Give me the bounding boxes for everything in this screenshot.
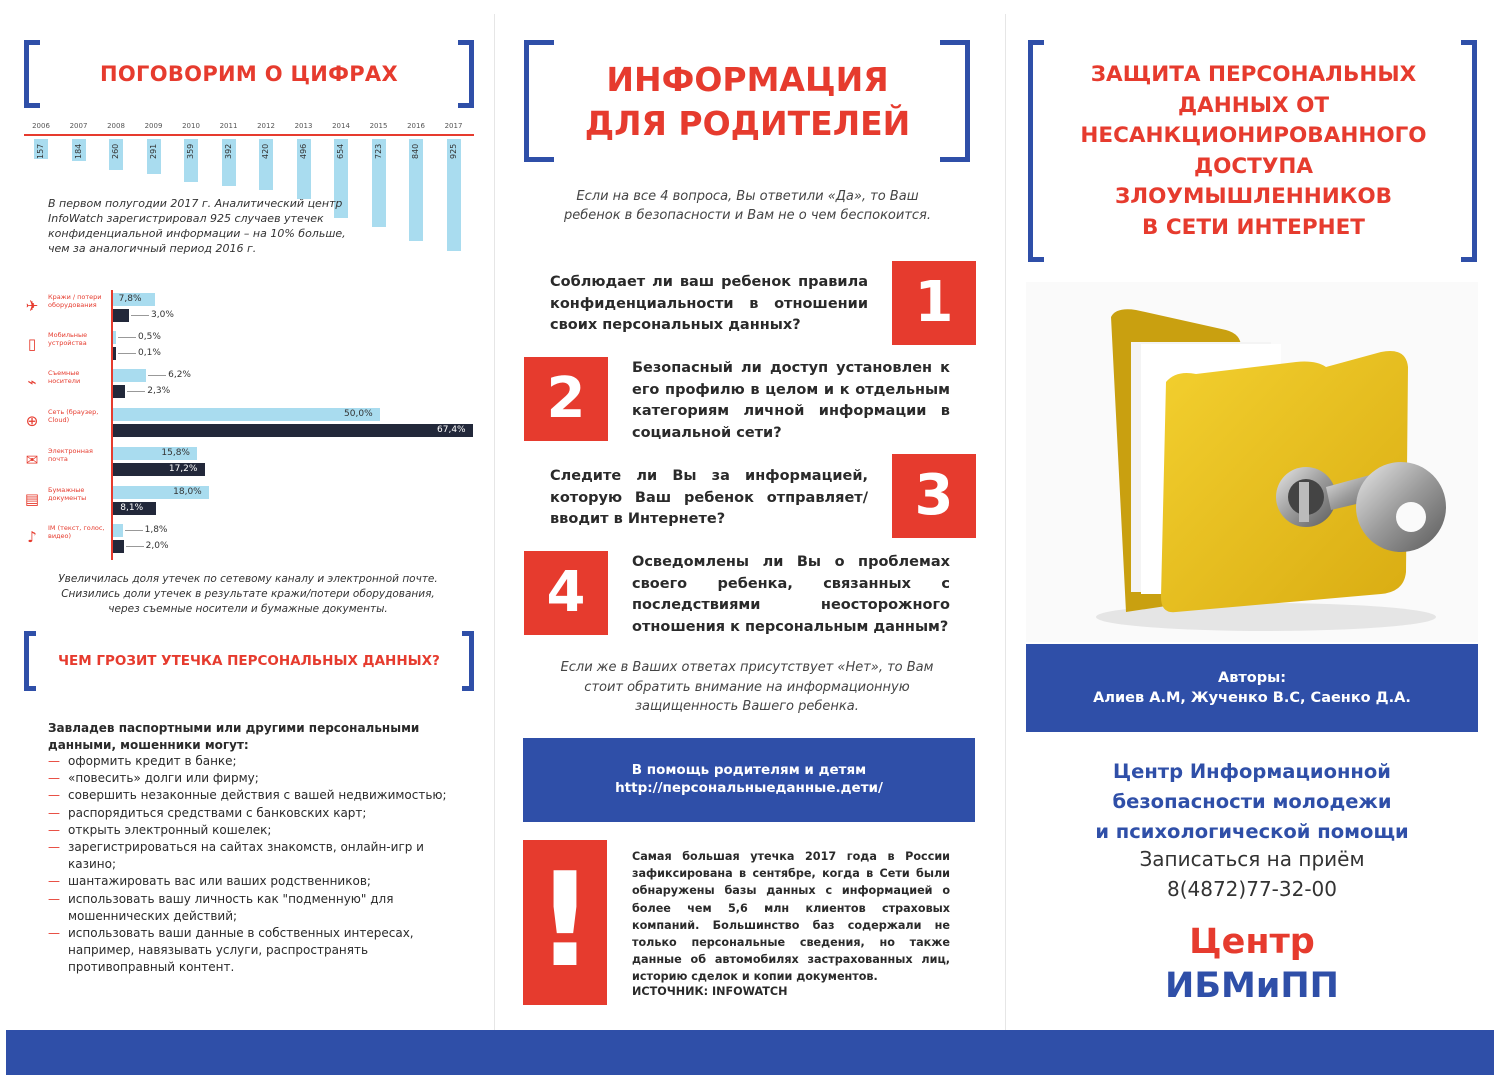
cover-bracket-right: [1461, 40, 1477, 262]
question-1-number: 1: [892, 261, 976, 345]
channel-bar: [113, 369, 146, 382]
channel-bar-value: 2,3%: [147, 386, 171, 396]
channel-bar: [113, 424, 473, 437]
channel-icon: ▤: [24, 490, 40, 508]
alert-source: ИСТОЧНИК: INFOWATCH: [632, 985, 788, 998]
channel-label: Съемные носители: [48, 369, 81, 385]
threat-list-item: — использовать ваши данные в собственных интересах, например, навязывать услуги, распространять противоправный контент.: [48, 925, 448, 977]
year-bar-value: 184: [73, 143, 83, 159]
year-bar-value: 723: [373, 143, 383, 159]
year-bar-value: 291: [148, 143, 158, 159]
phone-number[interactable]: 8(4872)77-32-00: [1166, 877, 1337, 901]
value-leader-line: [131, 315, 149, 316]
question-2-text: Безопасный ли доступ установлен к его профилю в целом и к отдельным категориям личной информации в социальной сети?: [632, 360, 950, 441]
heading-bracket-right: [458, 40, 474, 108]
question-3-number: 3: [892, 454, 976, 538]
threat-list-item: — использовать вашу личность как "подменную" для мошеннических действий;: [48, 891, 448, 925]
year-bar-value: 840: [411, 143, 420, 159]
value-leader-line: [125, 530, 143, 531]
channel-bar-value: 17,2%: [168, 464, 198, 474]
panel-parents-info: [495, 0, 1005, 1075]
question-4-text: Осведомлены ли Вы о проблемах своего ребенка, связанных с последствиями неосторожного отношения к персональным данным?: [632, 554, 950, 635]
cover-bracket-left: [1028, 40, 1044, 262]
cover-title-line: ДАННЫХ ОТ: [1177, 92, 1330, 118]
cover-title: [1046, 60, 1461, 243]
year-tick-label: 2012: [257, 122, 275, 130]
title-bracket-left: [524, 40, 554, 162]
channel-bar-value: 6,2%: [168, 370, 191, 380]
channel-bar-value: 50,0%: [344, 409, 373, 419]
folder-key-illustration: [1026, 282, 1478, 642]
threat-heading: ЧЕМ ГРОЗИТ УТЕЧКА ПЕРСОНАЛЬНЫХ ДАННЫХ?: [58, 653, 440, 669]
year-tick-label: 2017: [444, 122, 463, 130]
value-leader-line: [148, 375, 166, 376]
channel-bar: [113, 347, 116, 360]
bottom-stripe: [6, 1030, 1494, 1075]
authors-banner: [1026, 644, 1478, 732]
threat-list-item: — открыть электронный кошелек;: [48, 822, 448, 839]
year-bar-value: 496: [298, 143, 308, 159]
question-3-text: Следите ли Вы за информацией, которую Ваш ребенок отправляет/вводит в Интернете?: [550, 468, 868, 527]
question-2-number: 2: [524, 357, 608, 441]
year-tick-label: 2008: [107, 122, 125, 130]
help-banner-title: В помощь родителям и детям: [631, 762, 867, 778]
channel-bar-value: 0,1%: [138, 348, 161, 358]
threat-list-item: — распорядиться средствами с банковских карт;: [48, 805, 448, 822]
value-leader-line: [118, 353, 136, 354]
year-tick-label: 2006: [32, 122, 50, 130]
year-bar-value: 157: [36, 143, 45, 159]
cover-title-line: ДОСТУПА: [1193, 153, 1314, 179]
alert-text: Самая большая утечка 2017 года в России зафиксирована в сентябре, когда в Сети были обнаружены базы данных с информацией о более чем 5,6 млн клиентов страховых компаний. Большинство баз содержали не только персональные сведения, но также данные об автомобилях застрахованных лиц, историю сделок и копии документов.: [632, 850, 950, 984]
parents-outro: Если же в Ваших ответах присутствует «Нет», то Вам стоит обратить внимание на информационную защищенность Вашего ребенка.: [560, 660, 934, 714]
channels-caption: Увеличилась доля утечек по сетевому каналу и электронной почте. Снизились доли утечек в результате кражи/потери оборудования, через съемные носители и бумажные документы.: [58, 573, 438, 615]
year-tick-label: 2015: [369, 122, 388, 130]
year-tick-label: 2007: [69, 122, 88, 130]
logo-line2: ИБМиПП: [1165, 966, 1339, 1006]
channel-bar: [113, 408, 380, 421]
year-tick-label: 2016: [407, 122, 425, 130]
center-name: [1026, 757, 1478, 847]
cover-title-line: ЗЛОУМЫШЛЕННИКОВ: [1115, 184, 1392, 209]
cover-title-line: В СЕТИ ИНТЕРНЕТ: [1142, 214, 1365, 240]
channel-bar: [113, 331, 116, 344]
help-banner: [523, 738, 975, 822]
help-banner-link[interactable]: http://персональныеданные.дети/: [615, 780, 883, 796]
channel-bar-value: 15,8%: [161, 448, 190, 458]
year-tick-label: 2009: [144, 122, 163, 130]
channel-bar-value: 3,0%: [151, 310, 174, 320]
channel-icon: ▯: [27, 335, 37, 353]
channel-icon: ⊕: [25, 412, 39, 430]
logo-line1: Центр: [1189, 922, 1315, 962]
center-name-line: и психологической помощи: [1095, 820, 1409, 843]
channel-label: Мобильные устройства: [48, 331, 88, 347]
channel-icon: ♪: [27, 528, 37, 546]
appointment-label: Записаться на приём: [1139, 847, 1365, 871]
year-bar-value: 260: [111, 143, 120, 159]
threat-list-item: — «повесить» долги или фирму;: [48, 770, 448, 787]
channel-bar: [113, 540, 124, 553]
panel-statistics: [0, 0, 494, 1075]
channel-label: Сеть (браузер, Cloud): [48, 408, 99, 424]
channel-bar-value: 0,5%: [138, 332, 161, 342]
year-bar-value: 359: [186, 143, 195, 159]
channel-icon: ✈: [25, 297, 39, 315]
channel-bar-value: 1,8%: [144, 525, 168, 535]
channel-label: Электронная почта: [48, 447, 93, 463]
threat-list: [48, 753, 448, 977]
section-heading-numbers: ПОГОВОРИМ О ЦИФРАХ: [100, 62, 398, 86]
year-bar-value: 420: [261, 143, 270, 159]
threat-intro: Завладев паспортными или другими персональными данными, мошенники могут:: [48, 721, 420, 752]
value-leader-line: [118, 337, 136, 338]
center-name-line: Центр Информационной: [1113, 760, 1391, 783]
channel-bar: [113, 385, 125, 398]
threat-list-item: — совершить незаконные действия с вашей недвижимостью;: [48, 787, 448, 804]
channel-label: Кражи / потери оборудования: [48, 293, 102, 309]
parents-title-line1: ИНФОРМАЦИЯ: [606, 60, 889, 99]
cover-title-line: ЗАЩИТА ПЕРСОНАЛЬНЫХ: [1090, 62, 1417, 87]
cover-title-line: НЕСАНКЦИОНИРОВАННОГО: [1080, 123, 1427, 148]
intro-stat-text: В первом полугодии 2017 г. Аналитический центр InfoWatch зарегистрировал 925 случаев утечек конфиденциальной информации – на 10% больше, чем за аналогичный период 2016 г.: [48, 197, 346, 255]
exclamation-icon: !: [535, 844, 595, 996]
question-4-number: 4: [524, 551, 608, 635]
parents-title-line2: ДЛЯ РОДИТЕЛЕЙ: [584, 104, 911, 143]
heading-bracket-left: [24, 40, 40, 108]
authors-label: Авторы:: [1217, 670, 1287, 686]
channel-bar-value: 67,4%: [437, 425, 466, 435]
threat-list-item: — зарегистрироваться на сайтах знакомств, онлайн-игр и казино;: [48, 839, 448, 873]
channel-icon: ✉: [25, 451, 39, 469]
panel-cover: [1006, 0, 1500, 1075]
year-tick-label: 2011: [219, 122, 238, 130]
channel-bar-value: 8,1%: [120, 503, 144, 513]
threat-bracket-right: [462, 631, 474, 691]
threat-bracket-left: [24, 631, 36, 691]
channel-label: Бумажные документы: [48, 486, 87, 502]
channel-bar-value: 7,8%: [118, 294, 142, 304]
year-tick-label: 2013: [294, 122, 313, 130]
alert-box: [523, 840, 607, 1005]
year-bar-value: 392: [223, 143, 233, 159]
year-axis-line: [24, 134, 474, 136]
title-bracket-right: [940, 40, 970, 162]
channel-bar: [113, 524, 123, 537]
year-bar-value: 654: [336, 143, 345, 159]
year-bar-value: 925: [448, 143, 458, 159]
question-1-text: Соблюдает ли ваш ребенок правила конфиденциальности в отношении своих персональных данных?: [550, 274, 868, 333]
channel-icon: ⌁: [27, 373, 37, 391]
value-leader-line: [127, 391, 145, 392]
year-tick-label: 2014: [332, 122, 350, 130]
authors-names: Алиев А.М, Жученко В.С, Саенко Д.А.: [1093, 690, 1411, 706]
threat-list-item: — оформить кредит в банке;: [48, 753, 448, 770]
threat-list-item: — шантажировать вас или ваших родственников;: [48, 873, 448, 890]
value-leader-line: [126, 546, 144, 547]
parents-intro: Если на все 4 вопроса, Вы ответили «Да», то Ваш ребенок в безопасности и Вам не о чем беспокоится.: [563, 189, 932, 223]
year-tick-label: 2010: [182, 122, 200, 130]
channel-bar-value: 2,0%: [145, 541, 169, 551]
center-name-line: безопасности молодежи: [1112, 790, 1392, 813]
channel-bar: [113, 309, 129, 322]
channel-label: IM (текст, голос, видео): [48, 524, 105, 540]
channel-bar-value: 18,0%: [173, 487, 202, 497]
